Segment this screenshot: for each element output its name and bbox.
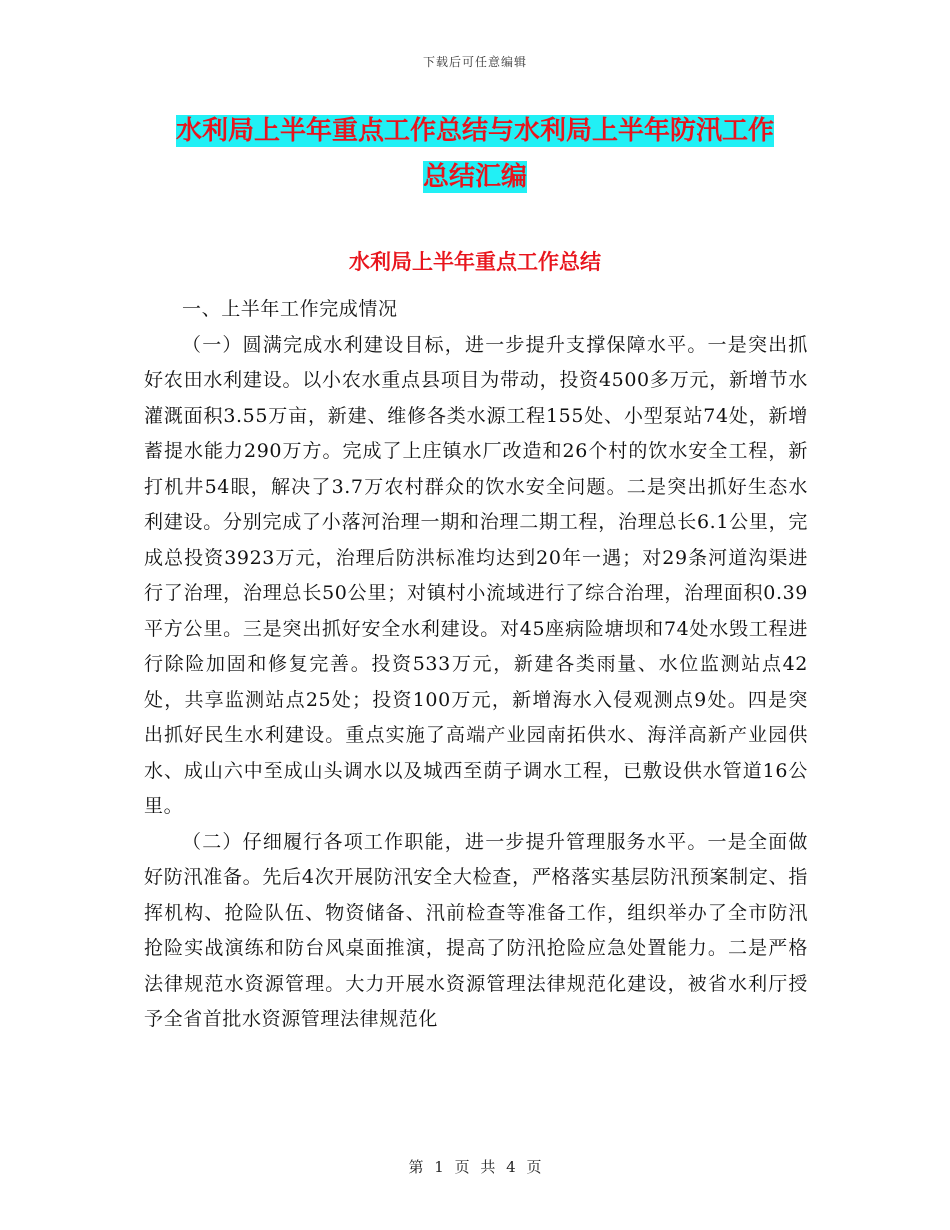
paragraph-1: （一）圆满完成水利建设目标，进一步提升支撑保障水平。一是突出抓好农田水利建设。以小农水重点县项目为带动，投资4500多万元，新增节水灌溉面积3.55万亩，新建、维修各类水源工程155处、小型泵站74处，新增蓄提水能力290万方。完成了上庄镇水厂改造和26个村的饮水安全工程，新打机井54眼，解决了3.7万农村群众的饮水安全问题。二是突出抓好生态水利建设。分别完成了小落河治理一期和治理二期工程，治理总长6.1公里，完成总投资3923万元，治理后防洪标准均达到20年一遇；对29条河道沟渠进行了治理，治理总长50公里；对镇村小流域进行了综合治理，治理面积0.39平方公里。三是突出抓好安全水利建设。对45座病险塘坝和74处水毁工程进行除险加固和修复完善。投资533万元，新建各类雨量、水位监测站点42处，共享监测站点25处；投资100万元，新增海水入侵观测点9处。四是突出抓好民生水利建设。重点实施了高端产业园南拓供水、海洋高新产业园供水、成山六中至成山头调水以及城西至荫子调水工程，已敷设供水管道16公里。 <box>144 333 808 817</box>
page-footer: 第 1 页 共 4 页 <box>408 1158 542 1176</box>
paragraph-2: （二）仔细履行各项工作职能，进一步提升管理服务水平。一是全面做好防汛准备。先后4次开展防汛安全大检查，严格落实基层防汛预案制定、指挥机构、抢险队伍、物资储备、汛前检查等准备工作，组织举办了全市防汛抢险实战演练和防台风桌面推演，提高了防汛抢险应急处置能力。二是严格法律规范水资源管理。大力开展水资源管理法律规范化建设，被省水利厅授予全省首批水资源管理法律规范化 <box>144 830 808 1030</box>
header-note: 下载后可任意编辑 <box>422 55 527 69</box>
paragraph-heading: 一、上半年工作完成情况 <box>182 298 398 320</box>
document-title <box>0 108 950 200</box>
section-title: 水利局上半年重点工作总结 <box>349 250 601 274</box>
title-line-2: 总结汇编 <box>422 162 527 192</box>
title-line-1: 水利局上半年重点工作总结与水利局上半年防汛工作 <box>175 116 774 146</box>
document-body <box>144 292 808 1038</box>
